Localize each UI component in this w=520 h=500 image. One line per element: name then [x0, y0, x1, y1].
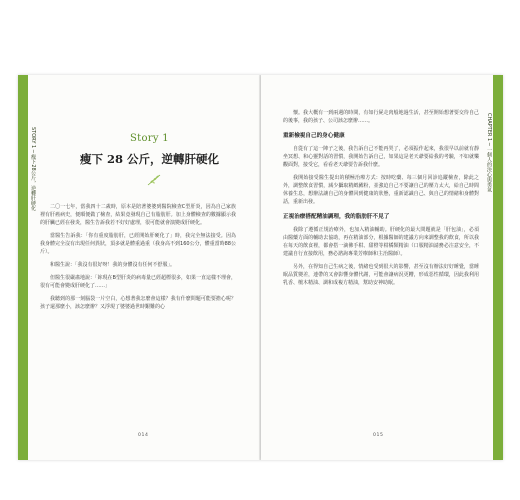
- left-paragraph-4: 但醫生很嚴肅地說：「妳現在B型肝炎的病毒量已經超標很多，如果一直這樣不理會，很有可能會變成肝硬化了……」: [40, 275, 236, 289]
- left-body-text: [40, 203, 236, 316]
- left-page-number: 014: [138, 433, 149, 438]
- left-chapter-tab: [18, 75, 28, 460]
- leaf-sprig-icon: [146, 173, 162, 187]
- section-heading-2: 正視治療搭配精油調理，我的脂肪肝不見了: [283, 214, 390, 220]
- right-intro-paragraph: 懷。我大概有一到兩週的時間，有如行屍走肉般地過生活，甚至開始想著要交待自己的後事，我的孩子、公司該怎麼辦……。: [283, 110, 479, 124]
- right-body-text: [283, 109, 479, 292]
- story-label: Story 1: [130, 133, 169, 144]
- left-paragraph-1: 二〇一七年，當我四十二歲時，原本是陪著婆婆到醫院檢查C型肝炎，因為自己家族裡有肝癌病史，便順便做了檢查，結果竟發現自己有脂肪肝。加上身體檢查的數據顯示我的肝臟已經在發炎，醫生告訴我若不好好處理，很可能就會演變成肝硬化。: [40, 204, 236, 226]
- right-page: [261, 75, 503, 460]
- chapter-title: 瘦下 28 公斤，逆轉肝硬化: [80, 152, 220, 166]
- left-tab-label: STORY 1 ─ 瘦下28公斤，逆轉肝硬化: [30, 127, 36, 211]
- left-paragraph-2: 當醫生告訴我：「你有重度脂肪肝，已經開始肝硬化了」時，我完全無法接受。因為我身體完全沒有出現任何異狀，頂多就是體重過重（我身高不到160公分，體重當時88公斤）。: [40, 233, 236, 255]
- section-heading-1: 重新檢視自己的身心健康: [283, 133, 345, 139]
- left-page: [18, 75, 261, 460]
- left-paragraph-5: 我聽到的那一刻腦袋一片空白，心想著我怎麼會這樣？我有什麼問題可能要擔心呢？孩子還那麼小，該怎麼辦？又浮現了婆婆過世時艱難的心: [40, 296, 236, 310]
- section-2-paragraph-2: 另外，在得知自己生病之後，情緒也受到很大的影響，甚至沒有辦法好好睡覺，當睡眠品質變差，連帶的又會影響身體代謝，可能會讓病況更糟，形成惡性循環，因此我利用乳香、檀木精油、調和成複方精油，幫助安神助眠。: [283, 264, 479, 286]
- right-page-number: 015: [373, 433, 384, 438]
- right-chapter-tab: [493, 75, 503, 460]
- section-1-paragraph-1: 自從有了這一陣子之後，我告訴自己不能再哭了，必須振作起來，我很早以前就有靜坐冥想、和心靈對話的習慣，我開始告訴自己，如果這是老天爺要給我的考驗，不如就樂觀面對，接受它，看看老天爺要告訴我什麼。: [283, 146, 479, 168]
- right-tab-label: CHAPTER 1 ─ 一個人的決心與勇氣: [486, 113, 492, 193]
- section-1-paragraph-2: 我開始接受醫生提出的積極治療方式：按時吃藥、每三個月回診追蹤檢查，除此之外，調整飲食習慣，減少攝取精緻澱粉，並強迫自己不要讓自己的壓力太大，給自己時間休養生息，想辦法讓自己的身體回到健康的狀態，重新認識自己、與自己的情緒和身體對話，重新出發。: [283, 175, 479, 205]
- left-paragraph-3: 和醫生說：「我沒有很好呀！我的身體沒有任何不舒服」。: [50, 262, 176, 268]
- section-2-paragraph-1: 我除了遵循正規治療外，也加入精油輔助。肝硬化的最大問題就是「肝包油」，必須由醫藥方面的輔助去協助，再在精油部分，根據醫師的建議方向來調整我的飲食，所以我在每天的飲食裡，都會搭一滴佛手柑、甜橙等柑橘類精油（口服精油請務必注意安全，不建議自行直接飲用，務必諮詢專業芳療師和主治醫師）。: [283, 227, 479, 257]
